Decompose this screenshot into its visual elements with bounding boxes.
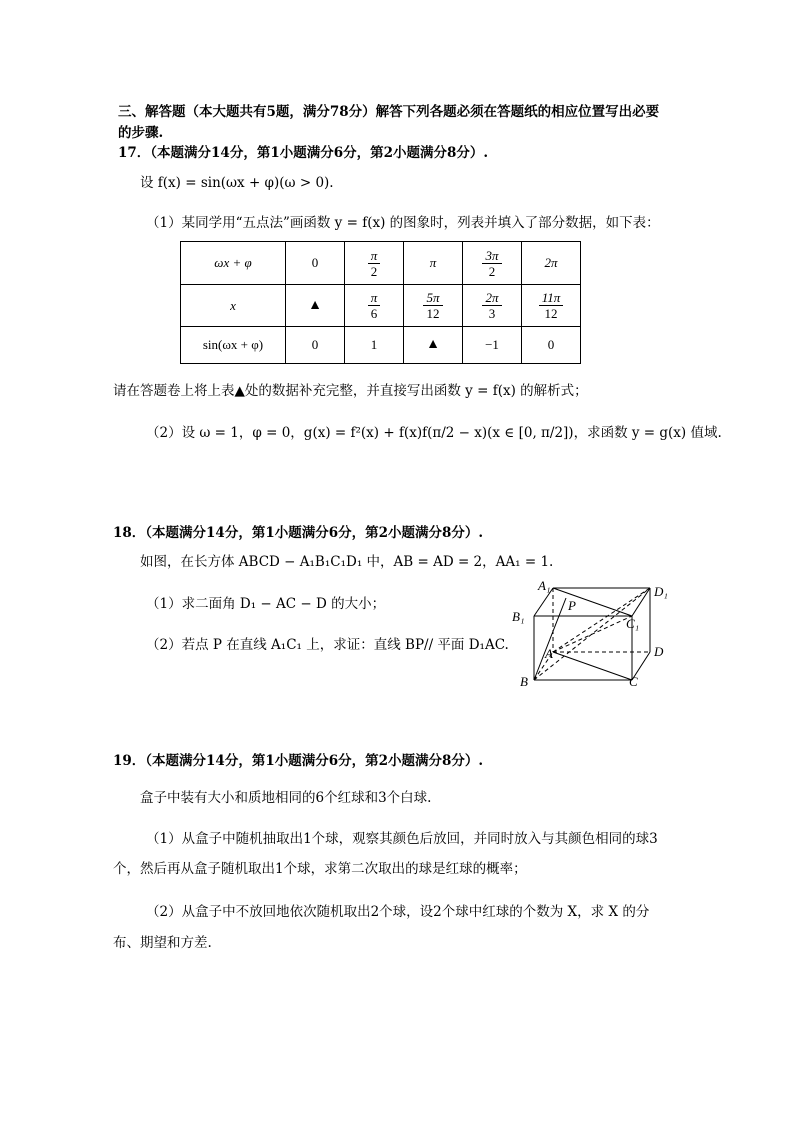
table-cell	[345, 242, 404, 285]
q18-intro: 如图，在长方体 ABCD − A₁B₁C₁D₁ 中，AB = AD = 2，AA₁ = 1.	[140, 554, 554, 570]
table-row3-label: sin(ωx + φ)	[181, 327, 286, 364]
table-cell: 2π	[522, 242, 581, 285]
label-B1: B₁	[512, 609, 525, 624]
label-D: D	[654, 644, 664, 659]
q18-header: 18．（本题满分14分，第1小题满分6分，第2小题满分8分）.	[113, 525, 484, 541]
section-heading-line1: 三、解答题（本大题共有5题，满分78分）解答下列各题必须在答题纸的相应位置写出必要	[118, 104, 660, 120]
q19-intro: 盒子中装有大小和质地相同的6个红球和3个白球.	[140, 790, 432, 806]
label-P: P	[568, 598, 576, 613]
table-row2-label: x	[181, 285, 286, 327]
fraction: $\frac{2\pi}{3}$	[482, 290, 501, 321]
fraction: $\frac{3\pi}{2}$	[482, 248, 501, 279]
q19-part2-line2: 布、期望和方差.	[113, 935, 212, 951]
table-row1-label: ωx + φ	[181, 242, 286, 285]
table-cell: 0	[522, 327, 581, 364]
table-cell: 0	[286, 327, 345, 364]
section-heading-line2: 的步骤.	[118, 125, 164, 141]
fraction: $\frac{5\pi}{12}$	[423, 290, 442, 321]
q18-part2: （2）若点 P 在直线 A₁C₁ 上，求证：直线 BP// 平面 D₁AC.	[146, 637, 509, 653]
label-B: B	[520, 674, 528, 689]
q19-part1-line1: （1）从盒子中随机抽取出1个球，观察其颜色后放回，并同时放入与其颜色相同的球3	[146, 831, 658, 847]
table-cell: 1	[345, 327, 404, 364]
table-cell	[522, 285, 581, 327]
q17-intro: 设 f(x) = sin(ωx + φ)(ω > 0).	[140, 175, 334, 191]
q18-part1: （1）求二面角 D₁ − AC − D 的大小；	[146, 596, 386, 612]
label-A: A	[545, 646, 553, 661]
q17-part2: （2）设 ω = 1，φ = 0，g(x) = f²(x) + f(x)f(π/2 − x)(x ∈ [0, π/2])，求函数 y = g(x) 值域.	[146, 425, 722, 441]
q17-after-table: 请在答题卷上将上表▲处的数据补充完整，并直接写出函数 y = f(x) 的解析式；	[113, 383, 588, 399]
q17-part1: （1）某同学用“五点法”画函数 y = f(x) 的图象时，列表并填入了部分数据，如下表：	[146, 215, 660, 231]
label-A1: A₁	[538, 578, 551, 593]
label-C: C	[629, 674, 638, 689]
table-cell	[463, 285, 522, 327]
table-cell: 0	[286, 242, 345, 285]
fraction: $\frac{11\pi}{12}$	[539, 290, 564, 321]
label-D1: D₁	[654, 584, 668, 599]
table-cell: −1	[463, 327, 522, 364]
table-cell	[463, 242, 522, 285]
cuboid-figure	[508, 578, 688, 690]
fraction: $\frac{\pi}{2}$	[368, 248, 381, 279]
q19-part2-line1: （2）从盒子中不放回地依次随机取出2个球，设2个球中红球的个数为 X，求 X 的分	[146, 904, 650, 920]
table-cell	[404, 285, 463, 327]
five-point-table	[180, 241, 581, 364]
q19-part1-line2: 个，然后再从盒子随机取出1个球，求第二次取出的球是红球的概率；	[113, 861, 527, 877]
table-cell	[345, 285, 404, 327]
q17-header: 17．（本题满分14分，第1小题满分6分，第2小题满分8分）.	[118, 145, 489, 161]
q19-header: 19．（本题满分14分，第1小题满分6分，第2小题满分8分）.	[113, 753, 484, 769]
table-cell: π	[404, 242, 463, 285]
label-C1: C₁	[626, 616, 640, 631]
triangle-marker-icon: ▲	[404, 327, 463, 364]
fraction: $\frac{\pi}{6}$	[368, 290, 381, 321]
triangle-marker-icon: ▲	[286, 285, 345, 327]
